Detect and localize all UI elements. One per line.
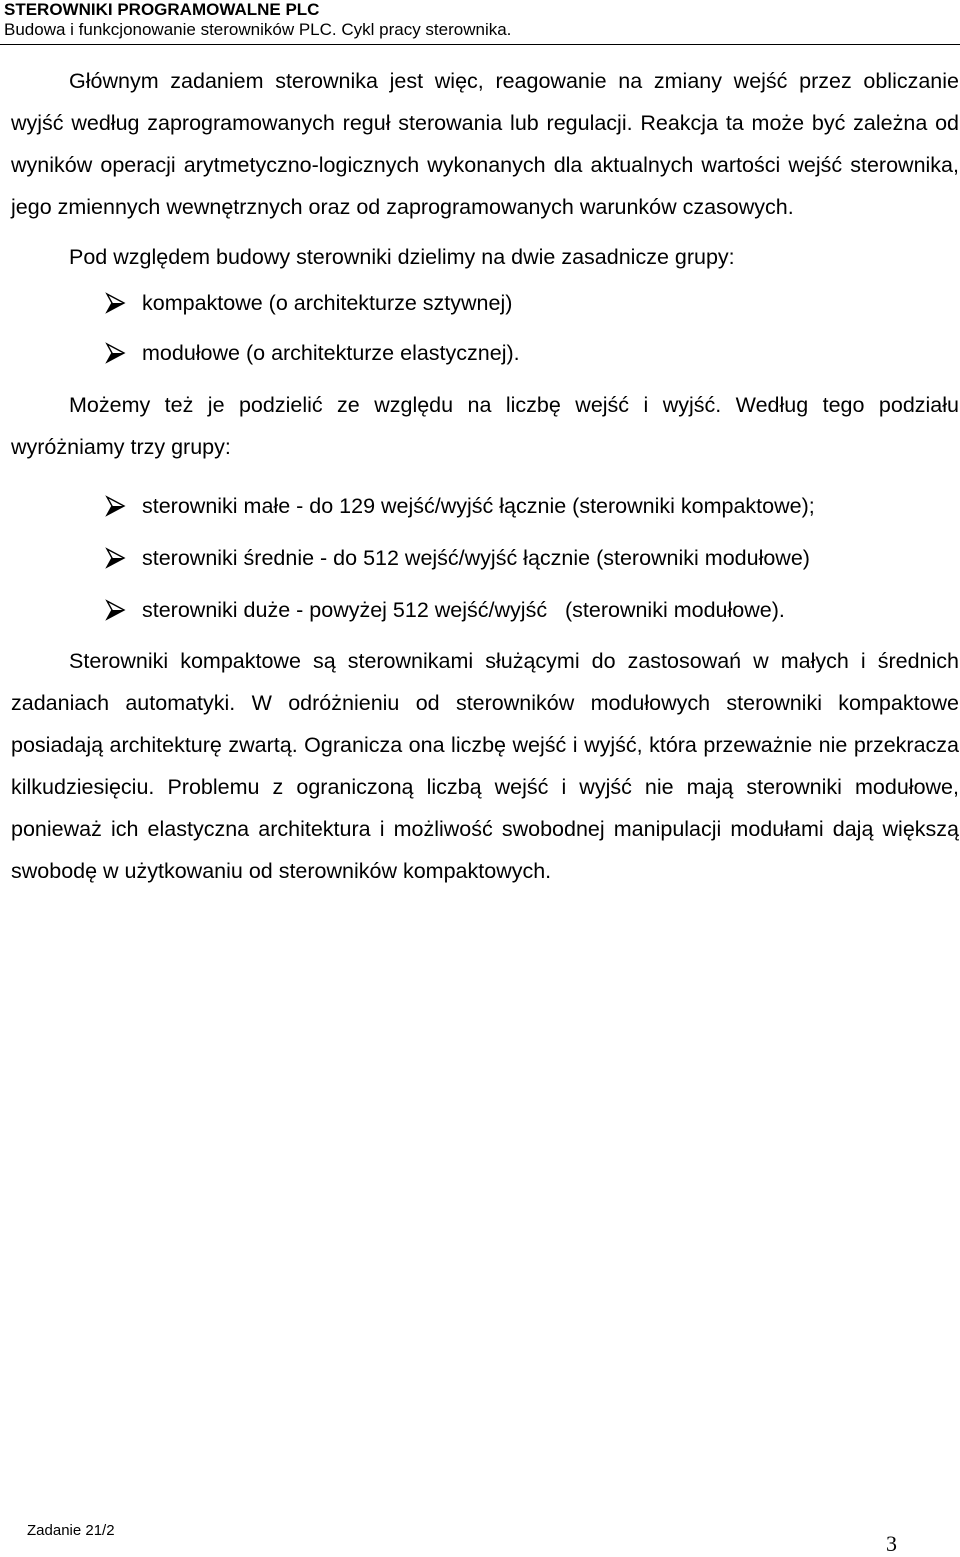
header-subtitle: Budowa i funkcjonowanie sterowników PLC. Cykl pracy sterownika. bbox=[4, 20, 512, 39]
list-item bbox=[104, 584, 959, 636]
list-item bbox=[104, 480, 959, 532]
paragraph-compact-controllers: Sterowniki kompaktowe są sterownikami służącymi do zastosowań w małych i średnich zadaniach automatyki. W odróżnieniu od sterowników modułowych sterowniki kompaktowe posiadają architekturę zwartą. Ogranicza ona liczbę wejść i wyjść, która przeważnie nie przekracza kilkudziesięciu. Problemu z ograniczoną liczbą wejść i wyjść nie mają sterowniki modułowe, ponieważ ich elastyczna architektura i możliwość swobodnej manipulacji modułami dają większą swobodę w użytkowaniu od sterowników kompaktowych. bbox=[11, 649, 959, 883]
list-item-text: sterowniki małe - do 129 wejść/wyjść łącznie (sterowniki kompaktowe); bbox=[142, 494, 815, 518]
list-item bbox=[104, 278, 959, 328]
list-item-text: sterowniki duże - powyżej 512 wejść/wyjść (sterowniki modułowe). bbox=[142, 598, 785, 622]
construction-groups-list bbox=[11, 278, 959, 378]
header-title: STEROWNIKI PROGRAMOWALNE PLC bbox=[4, 0, 320, 19]
list-item bbox=[104, 328, 959, 378]
list-item bbox=[104, 532, 959, 584]
paragraph-main-task: Głównym zadaniem sterownika jest więc, reagowanie na zmiany wejść przez obliczanie wyjść według zaprogramowanych reguł sterowania lub regulacji. Reakcja ta może być zależna od wyników operacji arytmetyczno-logicznych wykonanych dla aktualnych wartości wejść sterownika, jego zmiennych wewnętrznych oraz od zaprogramowanych warunków czasowych. bbox=[11, 69, 959, 219]
arrowhead-bullet-icon bbox=[104, 342, 126, 364]
paragraph-io-groups: Możemy też je podzielić ze względu na liczbę wejść i wyjść. Według tego podziału wyróżniamy trzy grupy: bbox=[11, 393, 959, 459]
header-divider bbox=[0, 44, 960, 45]
io-groups-list bbox=[11, 480, 959, 636]
list-item-text: kompaktowe (o architekturze sztywnej) bbox=[142, 291, 513, 315]
arrowhead-bullet-icon bbox=[104, 599, 126, 621]
footer-task-label: Zadanie 21/2 bbox=[27, 1522, 115, 1539]
arrowhead-bullet-icon bbox=[104, 495, 126, 517]
arrowhead-bullet-icon bbox=[104, 292, 126, 314]
list-item-text: sterowniki średnie - do 512 wejść/wyjść łącznie (sterowniki modułowe) bbox=[142, 546, 810, 570]
page-number: 3 bbox=[886, 1531, 897, 1556]
page-header bbox=[4, 0, 954, 40]
arrowhead-bullet-icon bbox=[104, 547, 126, 569]
document-body bbox=[11, 60, 959, 892]
paragraph-construction-groups: Pod względem budowy sterowniki dzielimy na dwie zasadnicze grupy: bbox=[69, 245, 735, 269]
list-item-text: modułowe (o architekturze elastycznej). bbox=[142, 341, 520, 365]
